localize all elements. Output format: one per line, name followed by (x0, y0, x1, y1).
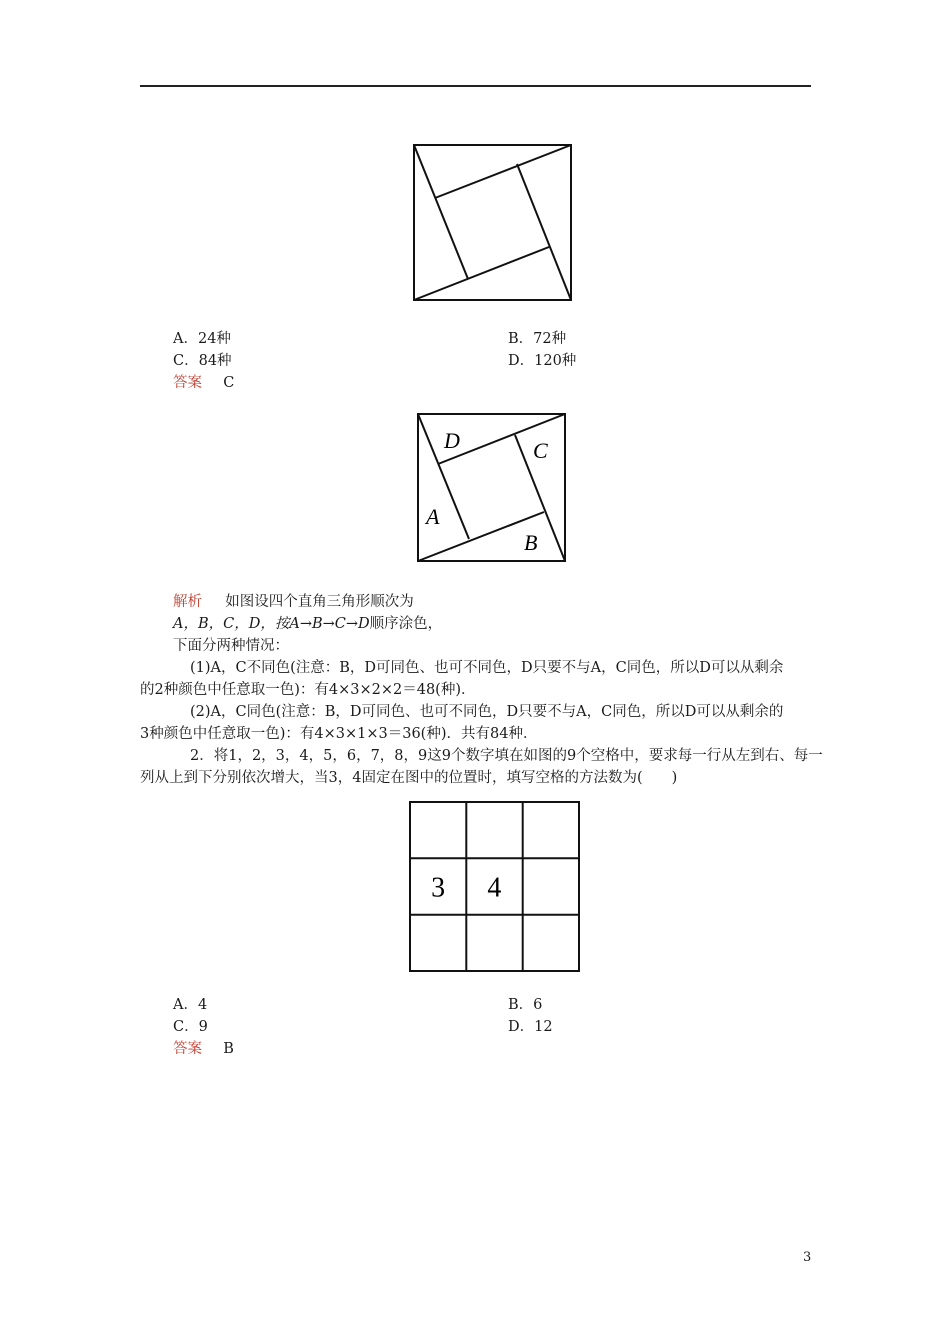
figure-1-square-diagram (412, 143, 574, 303)
q2-stem-line-1: 2．将1，2，3，4，5，6，7，8，9这9个数字填在如图的9个空格中，要求每一行从左到右、每一 (190, 748, 823, 764)
analysis-text-2b: 顺序涂色， (369, 616, 443, 632)
grid-cell-1-1: 4 (487, 872, 502, 904)
analysis-text-1: 如图设四个直角三角形顺次为 (225, 594, 414, 610)
label-b: B (524, 530, 538, 555)
header-rule (140, 85, 811, 87)
q1-answer (173, 371, 234, 392)
label-c: C (533, 438, 548, 463)
page-number: 3 (803, 1250, 812, 1265)
analysis-sequence: A→B→C→D (289, 616, 370, 632)
case-1-line-1: (1)A，C不同色(注意：B，D可同色、也可不同色，D只要不与A，C同色，所以D可以从剩余 (190, 660, 784, 676)
q1-option-a: A．24种 (173, 331, 231, 347)
number-grid (409, 801, 581, 973)
q2-option-d: D．12 (508, 1019, 553, 1035)
q2-option-b: B．6 (508, 997, 543, 1013)
q2-stem-line-2: 列从上到下分别依次增大，当3，4固定在图中的位置时，填写空格的方法数为( ) (140, 770, 678, 786)
answer-value: B (223, 1041, 234, 1057)
label-d: D (444, 428, 460, 453)
case-1-line-2: 的2种颜色中任意取一色)：有4×3×2×2＝48(种)． (140, 682, 476, 698)
q1-option-c: C．84种 (173, 353, 232, 369)
q2-option-a: A．4 (173, 997, 208, 1013)
figure-2-labeled-diagram (416, 412, 568, 564)
label-a: A (426, 504, 440, 529)
analysis-tag: 解析 (173, 594, 202, 610)
answer-tag: 答案 (173, 375, 202, 391)
analysis-line-1 (173, 590, 414, 611)
q1-option-d: D．120种 (508, 353, 577, 369)
case-2-line-1: (2)A，C同色(注意：B，D可同色、也可不同色，D只要不与A，C同色，所以D可以从剩余的 (190, 704, 784, 720)
analysis-text-2a: A，B，C，D，按 (173, 616, 290, 632)
analysis-line-2 (173, 612, 442, 633)
q2-option-c: C．9 (173, 1019, 208, 1035)
analysis-line-3: 下面分两种情况： (173, 638, 289, 654)
q1-option-b: B．72种 (508, 331, 567, 347)
grid-cell-1-0: 3 (431, 872, 446, 904)
answer-tag: 答案 (173, 1041, 202, 1057)
q2-answer (173, 1037, 234, 1058)
answer-value: C (223, 375, 235, 391)
case-2-line-2: 3种颜色中任意取一色)：有4×3×1×3＝36(种)．共有84种． (140, 726, 538, 742)
